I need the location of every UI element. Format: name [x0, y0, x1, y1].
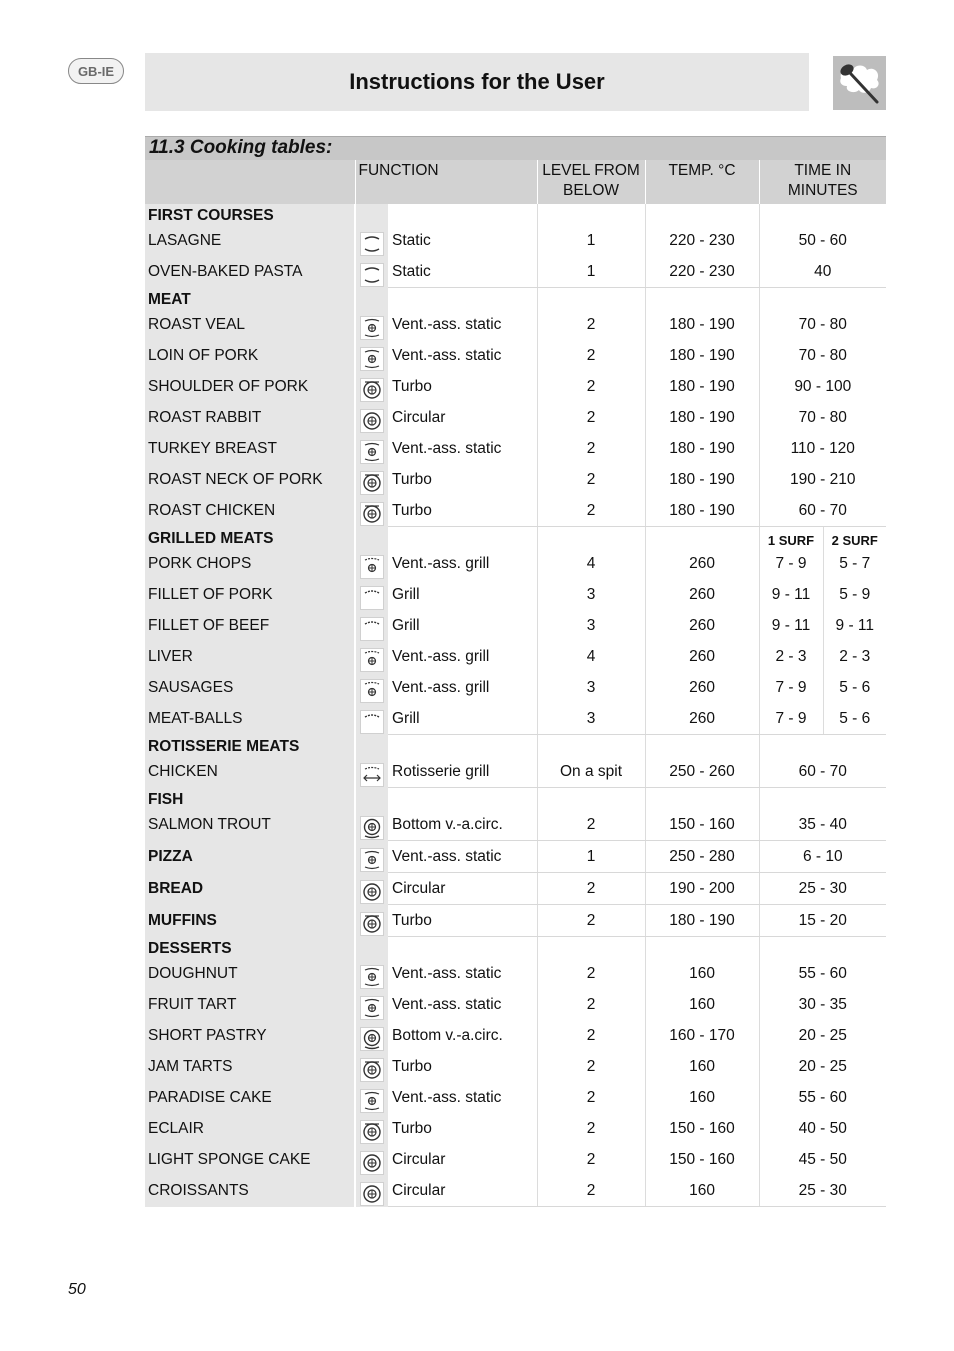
- fan-assisted-static-icon: [360, 440, 384, 464]
- function-name: Vent.-ass. static: [392, 1088, 502, 1106]
- fan-assisted-static-icon: [360, 996, 384, 1020]
- function-name: Vent.-ass. static: [392, 346, 502, 364]
- level-value: 2: [537, 905, 645, 937]
- function-cell: [388, 527, 537, 549]
- temp-value: 180 - 190: [645, 340, 759, 371]
- header-surf2: 2 SURF: [823, 527, 886, 549]
- dish-name: ROAST CHICKEN: [145, 495, 355, 527]
- table-row: [145, 495, 886, 527]
- time-value: 70 - 80: [759, 340, 886, 371]
- level-value: 2: [537, 402, 645, 433]
- function-name: Circular: [388, 873, 537, 905]
- table-row: [145, 905, 886, 937]
- fan-assisted-static-icon: [360, 1089, 384, 1113]
- dish-name: SHORT PASTRY: [145, 1020, 355, 1051]
- table-row: [145, 371, 886, 402]
- table-row: [145, 809, 886, 841]
- icon-cell: [355, 672, 388, 703]
- temp-value: 150 - 160: [645, 1113, 759, 1144]
- level-value: 2: [537, 371, 645, 402]
- level-value: 4: [537, 548, 645, 579]
- table-row: [145, 464, 886, 495]
- dish-name: CROISSANTS: [145, 1175, 355, 1207]
- temp-value: 260: [645, 703, 759, 735]
- function-name: Turbo: [392, 470, 432, 488]
- icon-cell: [355, 958, 388, 989]
- icon-cell: [355, 288, 388, 310]
- header-time-line2: MINUTES: [787, 182, 858, 199]
- function-name: Vent.-ass. grill: [392, 678, 490, 696]
- temp-cell: [645, 527, 759, 549]
- group-title: MEAT: [145, 288, 355, 310]
- table-row: [145, 309, 886, 340]
- header-level: [537, 160, 645, 204]
- turbo-icon: [360, 912, 384, 936]
- bottom-fan-circular-icon: [360, 816, 384, 840]
- temp-value: 180 - 190: [645, 464, 759, 495]
- dish-name: ROAST NECK OF PORK: [145, 464, 355, 495]
- function-name: Turbo: [392, 377, 432, 395]
- time-surf1-value: 9 - 11: [759, 610, 823, 641]
- header-bar: [145, 53, 809, 111]
- icon-cell: [355, 1051, 388, 1082]
- group-row: [145, 527, 886, 549]
- icon-cell: [355, 905, 388, 937]
- time-value: 20 - 25: [759, 1051, 886, 1082]
- icon-cell: [355, 1113, 388, 1144]
- header-temp: TEMP. °C: [645, 160, 759, 204]
- time-value: 70 - 80: [759, 309, 886, 340]
- page-title: Instructions for the User: [349, 69, 605, 94]
- bottom-fan-circular-icon: [360, 1027, 384, 1051]
- icon-cell: [355, 873, 388, 905]
- icon-cell: [355, 464, 388, 495]
- temp-value: 160: [645, 1051, 759, 1082]
- section-header: [145, 136, 886, 160]
- level-value: 1: [537, 841, 645, 873]
- function-name: Bottom v.-a.circ.: [388, 809, 537, 841]
- time-surf1-value: 7 - 9: [759, 548, 823, 579]
- temp-value: 160: [645, 989, 759, 1020]
- dish-name: LOIN OF PORK: [145, 340, 355, 371]
- time-cell: [759, 788, 886, 810]
- table-row: [145, 1082, 886, 1113]
- dish-name: FRUIT TART: [145, 989, 355, 1020]
- table-row: [145, 703, 886, 735]
- temp-value: 180 - 190: [645, 433, 759, 464]
- icon-cell: [355, 340, 388, 371]
- icon-cell: [355, 1020, 388, 1051]
- dish-name: TURKEY BREAST: [145, 433, 355, 464]
- level-value: 3: [537, 703, 645, 735]
- time-value: 55 - 60: [759, 958, 886, 989]
- icon-cell: [355, 1175, 388, 1207]
- level-value: 3: [537, 672, 645, 703]
- dish-name: MUFFINS: [145, 905, 355, 937]
- rotisserie-icon: [360, 763, 384, 787]
- header-surf1: 1 SURF: [759, 527, 823, 549]
- temp-value: 220 - 230: [645, 256, 759, 288]
- time-surf2-value: 5 - 9: [823, 579, 886, 610]
- table-row: [145, 756, 886, 788]
- circular-icon: [360, 1182, 384, 1206]
- dish-name: SHOULDER OF PORK: [145, 371, 355, 402]
- temp-value: 180 - 190: [645, 905, 759, 937]
- level-cell: [537, 527, 645, 549]
- function-name: Vent.-ass. static: [392, 315, 502, 333]
- function-name: Grill: [392, 585, 420, 603]
- table-row: [145, 579, 886, 610]
- dish-name: PIZZA: [145, 841, 355, 873]
- temp-value: 250 - 280: [645, 841, 759, 873]
- function-name: Circular: [392, 408, 446, 426]
- table-row: [145, 841, 886, 873]
- dish-name: ROAST VEAL: [145, 309, 355, 340]
- cooking-table-body: [145, 160, 886, 1207]
- temp-cell: [645, 288, 759, 310]
- time-surf1-value: 7 - 9: [759, 672, 823, 703]
- circular-icon: [360, 409, 384, 433]
- table-header-row: [145, 160, 886, 204]
- temp-value: 180 - 190: [645, 309, 759, 340]
- function-name: Static: [388, 256, 537, 288]
- static-icon: [360, 263, 384, 287]
- function-cell: [388, 788, 537, 810]
- time-value: 45 - 50: [759, 1144, 886, 1175]
- temp-cell: [645, 204, 759, 225]
- dish-name: SAUSAGES: [145, 672, 355, 703]
- header-level-line1: LEVEL FROM: [542, 162, 640, 179]
- temp-value: 160: [645, 1175, 759, 1207]
- icon-cell: [355, 610, 388, 641]
- temp-value: 260: [645, 610, 759, 641]
- level-cell: [537, 937, 645, 959]
- icon-cell: [355, 402, 388, 433]
- icon-cell: [355, 756, 388, 788]
- temp-value: 160 - 170: [645, 1020, 759, 1051]
- temp-value: 260: [645, 641, 759, 672]
- dish-name: SALMON TROUT: [145, 809, 355, 841]
- level-value: 2: [537, 989, 645, 1020]
- time-surf1-value: 7 - 9: [759, 703, 823, 735]
- dish-name: LIGHT SPONGE CAKE: [145, 1144, 355, 1175]
- level-value: 2: [537, 1113, 645, 1144]
- turbo-icon: [360, 471, 384, 495]
- table-row: [145, 225, 886, 256]
- level-value: 4: [537, 641, 645, 672]
- function-name: Turbo: [392, 1119, 432, 1137]
- table-row: [145, 1175, 886, 1207]
- dish-name: MEAT-BALLS: [145, 703, 355, 735]
- turbo-icon: [360, 502, 384, 526]
- temp-value: 150 - 160: [645, 1144, 759, 1175]
- temp-value: 220 - 230: [645, 225, 759, 256]
- temp-value: 180 - 190: [645, 495, 759, 527]
- temp-value: 260: [645, 548, 759, 579]
- icon-cell: [355, 809, 388, 841]
- level-value: 1: [537, 256, 645, 288]
- group-row: [145, 288, 886, 310]
- time-value: 25 - 30: [759, 1175, 886, 1207]
- level-cell: [537, 788, 645, 810]
- icon-cell: [355, 703, 388, 735]
- grill-icon: [360, 586, 384, 610]
- time-value: 6 - 10: [759, 841, 886, 873]
- function-name: Circular: [388, 1175, 537, 1207]
- page-number: 50: [68, 1281, 86, 1298]
- time-surf2-value: 2 - 3: [823, 641, 886, 672]
- turbo-icon: [360, 1120, 384, 1144]
- icon-cell: [355, 841, 388, 873]
- icon-cell: [355, 548, 388, 579]
- dish-name: PARADISE CAKE: [145, 1082, 355, 1113]
- dish-name: ECLAIR: [145, 1113, 355, 1144]
- icon-cell: [355, 225, 388, 256]
- header-dish-cell: [145, 160, 355, 204]
- group-title: FISH: [145, 788, 355, 810]
- fan-assisted-static-icon: [360, 965, 384, 989]
- dish-name: LIVER: [145, 641, 355, 672]
- circular-icon: [360, 880, 384, 904]
- icon-cell: [355, 989, 388, 1020]
- function-name: Circular: [392, 1150, 446, 1168]
- level-value: 2: [537, 433, 645, 464]
- level-value: 2: [537, 340, 645, 371]
- temp-cell: [645, 788, 759, 810]
- time-cell: [759, 288, 886, 310]
- function-name: Vent.-ass. static: [392, 995, 502, 1013]
- function-name: Turbo: [392, 1057, 432, 1075]
- temp-value: 260: [645, 579, 759, 610]
- group-row: [145, 937, 886, 959]
- fan-assisted-grill-icon: [360, 648, 384, 672]
- icon-cell: [355, 204, 388, 225]
- table-row: [145, 1051, 886, 1082]
- level-value: 2: [537, 495, 645, 527]
- fan-assisted-static-icon: [360, 347, 384, 371]
- icon-cell: [355, 309, 388, 340]
- header-level-line2: BELOW: [563, 182, 619, 199]
- level-value: 2: [537, 1020, 645, 1051]
- table-row: [145, 340, 886, 371]
- chef-logo-icon: [833, 56, 886, 110]
- time-surf2-value: 9 - 11: [823, 610, 886, 641]
- temp-value: 180 - 190: [645, 402, 759, 433]
- icon-cell: [355, 937, 388, 959]
- static-icon: [360, 232, 384, 256]
- time-surf1-value: 2 - 3: [759, 641, 823, 672]
- level-value: 3: [537, 579, 645, 610]
- table-row: [145, 256, 886, 288]
- function-name: Vent.-ass. static: [392, 964, 502, 982]
- level-value: 1: [537, 225, 645, 256]
- temp-cell: [645, 937, 759, 959]
- grill-icon: [360, 617, 384, 641]
- time-value: 70 - 80: [759, 402, 886, 433]
- icon-cell: [355, 495, 388, 527]
- time-value: 90 - 100: [759, 371, 886, 402]
- icon-cell: [355, 1082, 388, 1113]
- dish-name: FILLET OF PORK: [145, 579, 355, 610]
- function-cell: [388, 735, 537, 757]
- temp-value: 190 - 200: [645, 873, 759, 905]
- group-title: FIRST COURSES: [145, 204, 355, 225]
- time-value: 40 - 50: [759, 1113, 886, 1144]
- time-value: 55 - 60: [759, 1082, 886, 1113]
- table-row: [145, 402, 886, 433]
- grill-icon: [360, 710, 384, 734]
- level-value: 2: [537, 958, 645, 989]
- time-cell: [759, 937, 886, 959]
- group-title: GRILLED MEATS: [145, 527, 355, 549]
- temp-value: 260: [645, 672, 759, 703]
- dish-name: JAM TARTS: [145, 1051, 355, 1082]
- dish-name: FILLET OF BEEF: [145, 610, 355, 641]
- icon-cell: [355, 1144, 388, 1175]
- time-value: 35 - 40: [759, 809, 886, 841]
- table-row: [145, 958, 886, 989]
- fan-assisted-static-icon: [360, 316, 384, 340]
- function-name: Rotisserie grill: [388, 756, 537, 788]
- table-row: [145, 989, 886, 1020]
- dish-name: PORK CHOPS: [145, 548, 355, 579]
- table-row: [145, 433, 886, 464]
- turbo-icon: [360, 1058, 384, 1082]
- dish-name: ROAST RABBIT: [145, 402, 355, 433]
- table-row: [145, 1113, 886, 1144]
- table-row: [145, 1144, 886, 1175]
- level-value: 2: [537, 1051, 645, 1082]
- temp-value: 160: [645, 958, 759, 989]
- dish-name: CHICKEN: [145, 756, 355, 788]
- header-time-line1: TIME IN: [794, 162, 852, 179]
- function-name: Vent.-ass. grill: [392, 554, 490, 572]
- circular-icon: [360, 1151, 384, 1175]
- function-name: Vent.-ass. static: [392, 439, 502, 457]
- time-value: 110 - 120: [759, 433, 886, 464]
- function-name: Vent.-ass. static: [388, 841, 537, 873]
- country-badge: GB-IE: [68, 58, 124, 84]
- temp-value: 180 - 190: [645, 371, 759, 402]
- temp-value: 160: [645, 1082, 759, 1113]
- cooking-table: [145, 160, 886, 1207]
- table-row: [145, 641, 886, 672]
- icon-cell: [355, 788, 388, 810]
- table-row: [145, 672, 886, 703]
- level-value: 2: [537, 1175, 645, 1207]
- time-value: 25 - 30: [759, 873, 886, 905]
- fan-assisted-grill-icon: [360, 679, 384, 703]
- function-name: Bottom v.-a.circ.: [392, 1026, 503, 1044]
- level-cell: [537, 288, 645, 310]
- level-value: 2: [537, 1082, 645, 1113]
- time-value: 60 - 70: [759, 495, 886, 527]
- icon-cell: [355, 527, 388, 549]
- group-row: [145, 204, 886, 225]
- level-cell: [537, 735, 645, 757]
- time-cell: [759, 735, 886, 757]
- dish-name: DOUGHNUT: [145, 958, 355, 989]
- level-value: 2: [537, 1144, 645, 1175]
- level-cell: [537, 204, 645, 225]
- group-title: DESSERTS: [145, 937, 355, 959]
- group-title: ROTISSERIE MEATS: [145, 735, 355, 757]
- time-surf2-value: 5 - 6: [823, 703, 886, 735]
- function-cell: [388, 937, 537, 959]
- dish-name: OVEN-BAKED PASTA: [145, 256, 355, 288]
- time-surf1-value: 9 - 11: [759, 579, 823, 610]
- fan-assisted-grill-icon: [360, 555, 384, 579]
- time-value: 30 - 35: [759, 989, 886, 1020]
- icon-cell: [355, 641, 388, 672]
- fan-assisted-static-icon: [360, 848, 384, 872]
- icon-cell: [355, 579, 388, 610]
- function-cell: [388, 204, 537, 225]
- time-value: 190 - 210: [759, 464, 886, 495]
- function-name: Grill: [388, 703, 537, 735]
- icon-cell: [355, 371, 388, 402]
- function-cell: [388, 288, 537, 310]
- level-value: 3: [537, 610, 645, 641]
- level-value: 2: [537, 809, 645, 841]
- function-name: Turbo: [388, 905, 537, 937]
- group-row: [145, 788, 886, 810]
- time-cell: [759, 204, 886, 225]
- header-time: [759, 160, 886, 204]
- icon-cell: [355, 433, 388, 464]
- time-value: 15 - 20: [759, 905, 886, 937]
- temp-cell: [645, 735, 759, 757]
- time-value: 40: [759, 256, 886, 288]
- icon-cell: [355, 256, 388, 288]
- table-row: [145, 873, 886, 905]
- dish-name: LASAGNE: [145, 225, 355, 256]
- level-value: 2: [537, 464, 645, 495]
- table-row: [145, 610, 886, 641]
- time-value: 60 - 70: [759, 756, 886, 788]
- time-value: 20 - 25: [759, 1020, 886, 1051]
- time-surf2-value: 5 - 7: [823, 548, 886, 579]
- icon-cell: [355, 735, 388, 757]
- header-function: FUNCTION: [355, 160, 537, 204]
- table-row: [145, 1020, 886, 1051]
- dish-name: BREAD: [145, 873, 355, 905]
- function-name: Static: [392, 231, 431, 249]
- temp-value: 150 - 160: [645, 809, 759, 841]
- table-row: [145, 548, 886, 579]
- level-value: 2: [537, 309, 645, 340]
- turbo-icon: [360, 378, 384, 402]
- temp-value: 250 - 260: [645, 756, 759, 788]
- time-value: 50 - 60: [759, 225, 886, 256]
- section-title: 11.3 Cooking tables:: [149, 137, 333, 158]
- time-surf2-value: 5 - 6: [823, 672, 886, 703]
- function-name: Turbo: [388, 495, 537, 527]
- group-row: [145, 735, 886, 757]
- level-value: 2: [537, 873, 645, 905]
- function-name: Grill: [392, 616, 420, 634]
- function-name: Vent.-ass. grill: [392, 647, 490, 665]
- level-value: On a spit: [537, 756, 645, 788]
